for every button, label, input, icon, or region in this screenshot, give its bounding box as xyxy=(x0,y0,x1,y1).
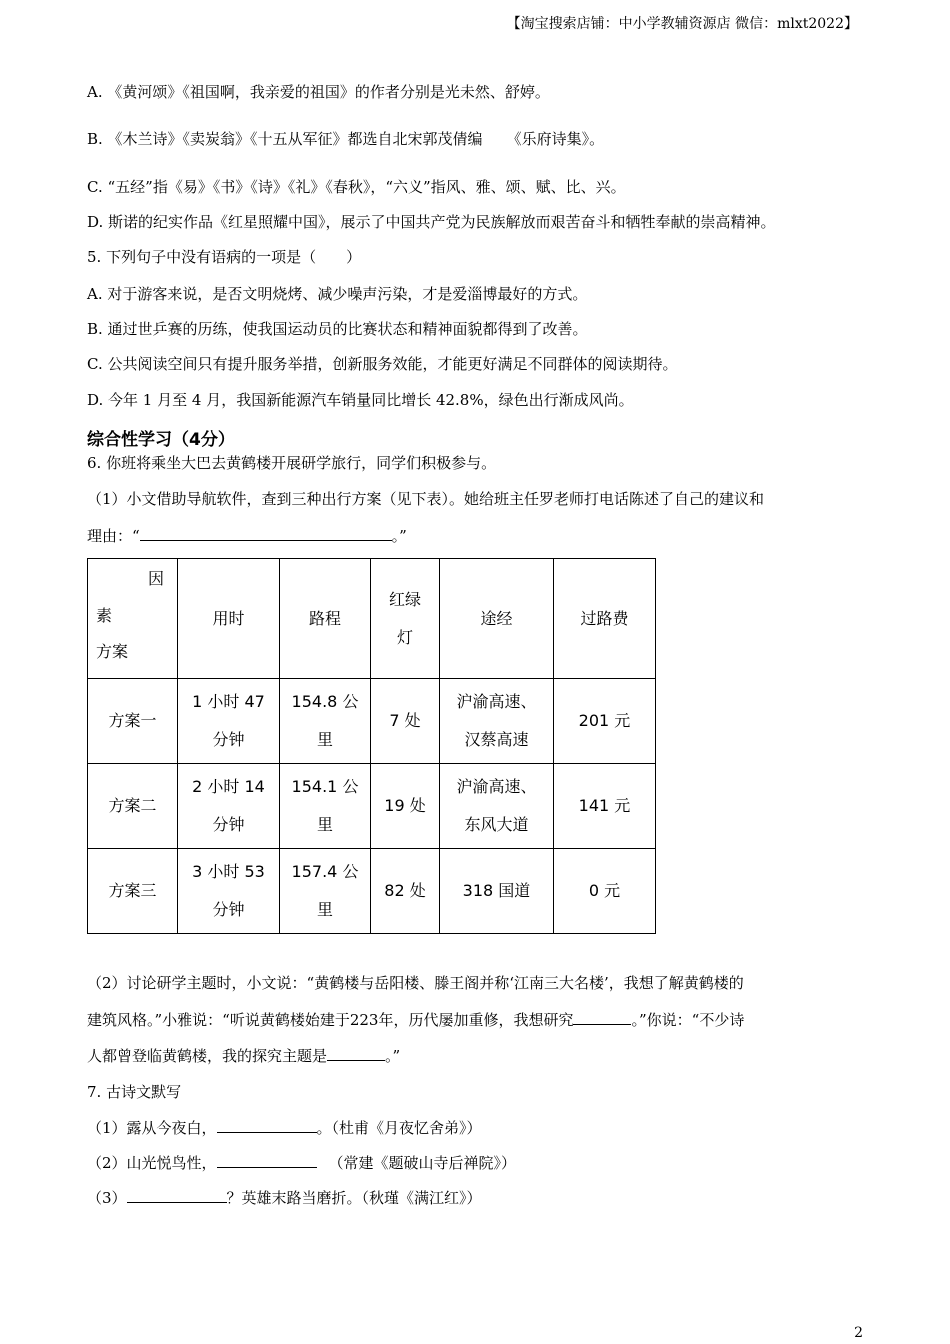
q4-option-b-book: 《乐府诗集》。 xyxy=(506,130,605,148)
q7-line-1 xyxy=(87,1118,482,1138)
q4-option-d: D. 斯诺的纪实作品《红星照耀中国》，展示了中国共产党为民族解放而艰苦奋斗和牺牲奉献的崇高精神。 xyxy=(87,213,776,231)
q6-part1-answer-blank[interactable] xyxy=(140,526,392,541)
q6-part1-line1: （1）小文借助导航软件，查到三种出行方案（见下表）。她给班主任罗老师打电话陈述了自己的建议和 xyxy=(87,490,765,508)
table-header-row xyxy=(88,559,656,679)
q4-option-b xyxy=(87,129,604,149)
q6-part2-line3 xyxy=(87,1046,400,1066)
plan-distance-a: 154.8 公 xyxy=(291,692,359,711)
q6-part2-line1: （2）讨论研学主题时，小文说：“黄鹤楼与岳阳楼、滕王阁并称‘江南三大名楼’，我想了解黄鹤楼的 xyxy=(87,974,744,992)
plan-time-b: 分钟 xyxy=(212,730,245,749)
plan-route-b: 东风大道 xyxy=(464,815,529,834)
table-row xyxy=(88,849,656,934)
plan-time-a: 3 小时 53 xyxy=(192,862,265,881)
q7-line-2-pre: （2）山光悦鸟性， xyxy=(87,1154,217,1172)
section-title: 综合性学习（4分） xyxy=(87,430,235,450)
route-comparison-table xyxy=(87,558,656,934)
table-row xyxy=(88,764,656,849)
q6-part2-text-2: 。”你说：“不少诗 xyxy=(631,1011,745,1029)
plan-route xyxy=(440,679,554,764)
plan-name: 方案一 xyxy=(88,679,178,764)
q7-line-3-pre: （3） xyxy=(87,1189,127,1207)
q7-blank-3[interactable] xyxy=(127,1188,227,1203)
plan-distance-b: 里 xyxy=(316,815,333,834)
header-toll: 过路费 xyxy=(554,559,656,679)
plan-time xyxy=(178,849,280,934)
q4-option-b-text: B. 《木兰诗》《卖炭翁》《十五从军征》都选自北宋郭茂倩编 xyxy=(87,130,483,148)
q6-intro: 6. 你班将乘坐大巴去黄鹤楼开展研学旅行，同学们积极参与。 xyxy=(87,454,497,472)
q6-part1-suffix: 。” xyxy=(391,527,407,545)
plan-route-a: 沪渝高速、 xyxy=(456,692,537,711)
table-row xyxy=(88,679,656,764)
q6-part2-text-4: 。” xyxy=(385,1047,401,1065)
plan-distance-a: 157.4 公 xyxy=(291,862,359,881)
plan-route: 318 国道 xyxy=(440,849,554,934)
plan-toll: 201 元 xyxy=(554,679,656,764)
q6-part2-text-3: 人都曾登临黄鹤楼，我的探究主题是 xyxy=(87,1047,328,1065)
plan-time xyxy=(178,679,280,764)
page-number: 2 xyxy=(854,1325,863,1341)
plan-route-b: 汉蔡高速 xyxy=(464,730,529,749)
q6-part2-answer-blank-1[interactable] xyxy=(573,1010,631,1025)
plan-time-a: 1 小时 47 xyxy=(192,692,265,711)
q7-line-1-pre: （1）露从今夜白， xyxy=(87,1119,217,1137)
plan-distance xyxy=(280,679,371,764)
corner-factor-label: 因 xyxy=(148,569,165,588)
plan-distance xyxy=(280,764,371,849)
plan-toll: 141 元 xyxy=(554,764,656,849)
q5-question: 5. 下列句子中没有语病的一项是（ ） xyxy=(87,248,362,266)
plan-route-a: 沪渝高速、 xyxy=(456,777,537,796)
q4-option-a: A. 《黄河颂》《祖国啊，我亲爱的祖国》的作者分别是光未然、舒婷。 xyxy=(87,83,550,101)
plan-name: 方案二 xyxy=(88,764,178,849)
plan-lights: 19 处 xyxy=(371,764,440,849)
corner-plan-label: 方案 xyxy=(96,642,129,661)
header-distance: 路程 xyxy=(280,559,371,679)
plan-distance-b: 里 xyxy=(316,730,333,749)
plan-time-a: 2 小时 14 xyxy=(192,777,265,796)
q6-part2-text: 建筑风格。”小雅说：“听说黄鹤楼始建于223年，历代屡加重修，我想研究 xyxy=(87,1011,574,1029)
plan-distance-a: 154.1 公 xyxy=(291,777,359,796)
table-corner-cell xyxy=(88,559,178,679)
plan-lights: 7 处 xyxy=(371,679,440,764)
header-traffic-lights-b: 灯 xyxy=(396,627,413,647)
plan-distance-b: 里 xyxy=(316,900,333,919)
header-time: 用时 xyxy=(178,559,280,679)
q7-line-1-post: 。（杜甫《月夜忆舍弟》） xyxy=(316,1119,482,1137)
q5-option-a: A. 对于游客来说，是否文明烧烤、减少噪声污染，才是爱淄博最好的方式。 xyxy=(87,285,588,303)
corner-factor-label-2: 素 xyxy=(96,606,113,625)
plan-name: 方案三 xyxy=(88,849,178,934)
q4-option-c: C. “五经”指《易》《书》《诗》《礼》《春秋》，“六义”指风、雅、颂、赋、比、兴。 xyxy=(87,178,626,196)
q6-part1-prefix: 理由：“ xyxy=(87,527,140,545)
plan-distance xyxy=(280,849,371,934)
plan-lights: 82 处 xyxy=(371,849,440,934)
plan-toll: 0 元 xyxy=(554,849,656,934)
q5-option-b: B. 通过世乒赛的历练，使我国运动员的比赛状态和精神面貌都得到了改善。 xyxy=(87,320,588,338)
q7-line-2-post: （常建《题破山寺后禅院》） xyxy=(328,1154,517,1172)
q7-line-2 xyxy=(87,1153,516,1173)
q6-part2-answer-blank-2[interactable] xyxy=(327,1046,385,1061)
header-traffic-lights xyxy=(371,559,440,679)
q7-line-3-post: ？英雄末路当磨折。（秋瑾《满江红》） xyxy=(226,1189,482,1207)
plan-time-b: 分钟 xyxy=(212,815,245,834)
q7-line-3 xyxy=(87,1188,482,1208)
plan-time xyxy=(178,764,280,849)
plan-time-b: 分钟 xyxy=(212,900,245,919)
q7-blank-1[interactable] xyxy=(217,1118,317,1133)
q5-option-c: C. 公共阅读空间只有提升服务举措，创新服务效能，才能更好满足不同群体的阅读期待。 xyxy=(87,355,678,373)
page-header: 【淘宝搜索店铺：中小学教辅资源店 微信：mlxt2022】 xyxy=(506,16,858,32)
q6-part1-line2 xyxy=(87,526,407,546)
header-traffic-lights-a: 红绿 xyxy=(388,589,421,609)
q7-blank-2[interactable] xyxy=(217,1153,317,1168)
q5-option-d: D. 今年 1 月至 4 月，我国新能源汽车销量同比增长 42.8%，绿色出行渐成风尚。 xyxy=(87,391,634,409)
q6-part2-line2 xyxy=(87,1010,744,1030)
header-route: 途经 xyxy=(440,559,554,679)
plan-route xyxy=(440,764,554,849)
q7-title: 7. 古诗文默写 xyxy=(87,1083,182,1101)
